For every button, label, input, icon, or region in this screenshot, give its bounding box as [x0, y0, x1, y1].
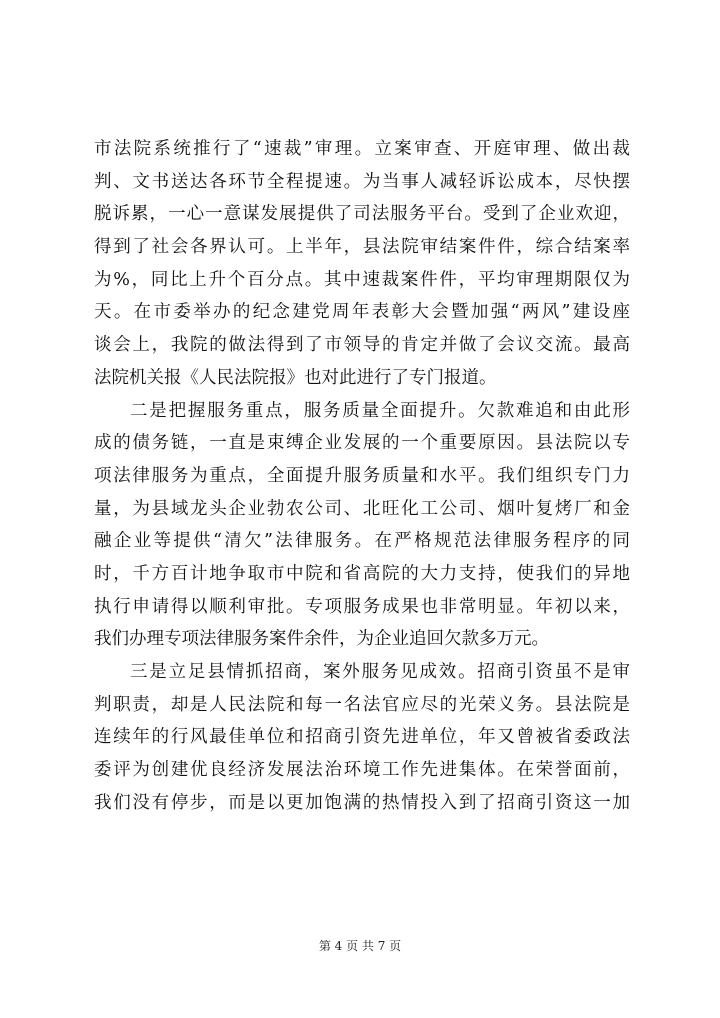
text-line: 委评为创建优良经济发展法治环境工作先进集体。在荣誉面前， — [94, 760, 630, 781]
text-line: 我们办理专项法律服务案件余件，为企业追回欠款多万元。 — [94, 629, 549, 650]
text-line: 连续年的行风最佳单位和招商引资先进单位，年又曾被省委政法 — [94, 727, 630, 748]
text-line: 法院机关报《人民法院报》也对此进行了专门报道。 — [94, 367, 497, 388]
paragraph-start-line: 二是把握服务重点，服务质量全面提升。欠款难追和由此形 — [130, 400, 630, 421]
text-line: 项法律服务为重点，全面提升服务质量和水平。我们组织专门力 — [94, 465, 630, 486]
text-line: 量，为县域龙头企业勃农公司、北旺化工公司、烟叶复烤厂和金 — [94, 498, 630, 519]
text-line: 天。在市委举办的纪念建党周年表彰大会暨加强“两风”建设座 — [94, 302, 630, 323]
text-line: 执行申请得以顺利审批。专项服务成果也非常明显。年初以来， — [94, 596, 630, 617]
text-line: 时，千方百计地争取市中院和省高院的大力支持，使我们的异地 — [94, 563, 630, 584]
text-line: 融企业等提供“清欠”法律服务。在严格规范法律服务程序的同 — [94, 531, 630, 552]
page-number-footer: 第 4 页 共 7 页 — [318, 939, 402, 953]
text-line: 脱诉累，一心一意谋发展提供了司法服务平台。受到了企业欢迎， — [94, 204, 630, 225]
text-line: 为%，同比上升个百分点。其中速裁案件件，平均审理期限仅为 — [94, 269, 630, 290]
text-line: 判、文书送达各环节全程提速。为当事人减轻诉讼成本，尽快摆 — [94, 171, 630, 192]
text-line: 谈会上，我院的做法得到了市领导的肯定并做了会议交流。最高 — [94, 335, 630, 356]
text-line: 我们没有停步，而是以更加饱满的热情投入到了招商引资这一加 — [94, 792, 630, 813]
body-text — [94, 133, 630, 819]
text-line: 判职责，却是人民法院和每一名法官应尽的光荣义务。县法院是 — [94, 694, 630, 715]
text-line: 市法院系统推行了“速裁”审理。立案审查、开庭审理、做出裁 — [94, 139, 630, 159]
text-line: 得到了社会各界认可。上半年，县法院审结案件件，综合结案率 — [94, 237, 630, 258]
paragraph-start-line: 三是立足县情抓招商，案外服务见成效。招商引资虽不是审 — [130, 662, 630, 682]
text-line: 成的债务链，一直是束缚企业发展的一个重要原因。县法院以专 — [94, 433, 630, 454]
